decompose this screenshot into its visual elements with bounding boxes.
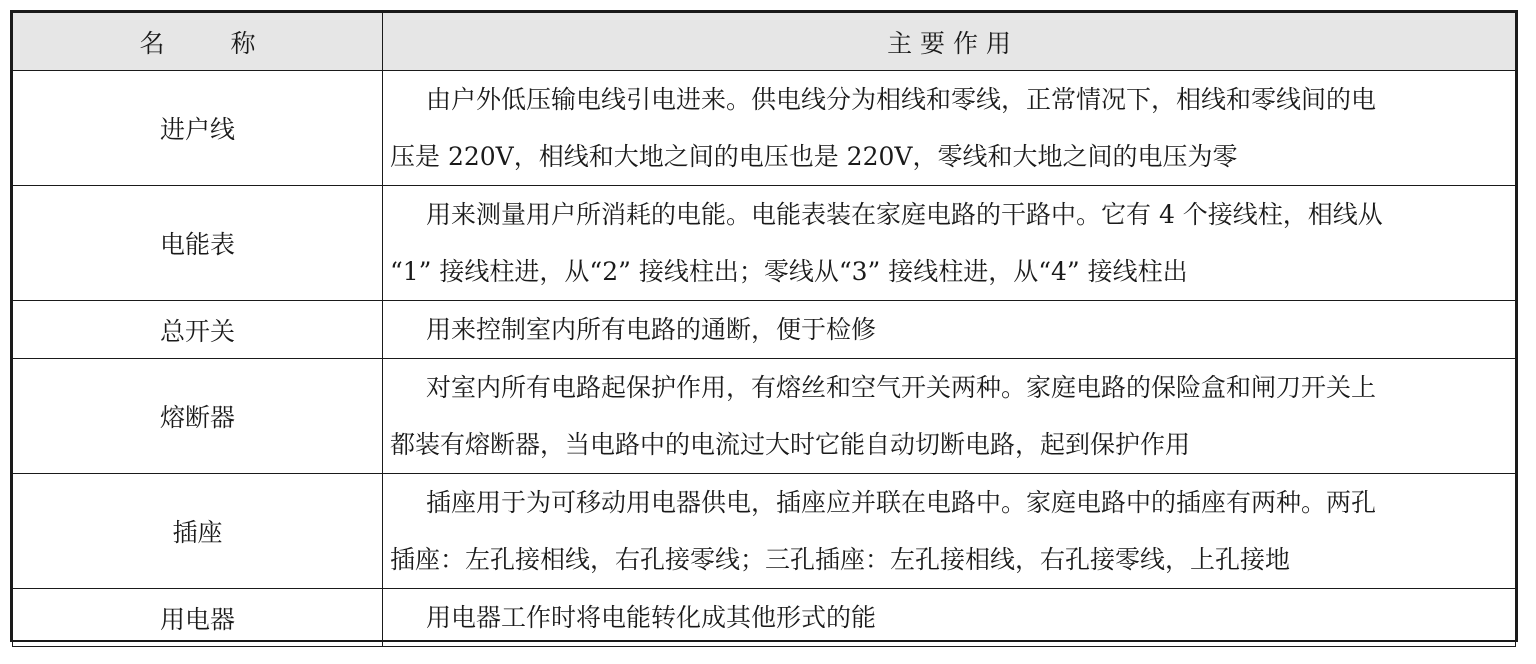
desc-line: 插座用于为可移动用电器供电，插座应并联在电路中。家庭电路中的插座有两种。两孔: [426, 488, 1377, 517]
row-desc-cell: [383, 589, 1516, 647]
row-desc-cell: [383, 186, 1516, 301]
component-table-frame: [10, 10, 1518, 642]
table-header-row: [13, 13, 1516, 71]
desc-line: 用电器工作时将电能转化成其他形式的能: [426, 603, 877, 632]
header-name-part2: 称: [230, 28, 256, 58]
desc-line: 由户外低压输电线引电进来。供电线分为相线和零线，正常情况下，相线和零线间的电: [426, 85, 1377, 114]
desc-line: 用来控制室内所有电路的通断，便于检修: [426, 315, 877, 344]
household-circuit-table: [12, 12, 1516, 647]
header-name-part1: 名: [139, 28, 165, 58]
row-name-cell: 熔断器: [13, 359, 383, 474]
row-name-cell: 总开关: [13, 301, 383, 359]
desc-line: 都装有熔断器，当电路中的电流过大时它能自动切断电路，起到保护作用: [390, 430, 1191, 459]
header-name-cell: [13, 13, 383, 71]
row-name-cell: 进户线: [13, 71, 383, 186]
row-desc-cell: [383, 301, 1516, 359]
desc-line: 用来测量用户所消耗的电能。电能表装在家庭电路的干路中。它有 4 个接线柱，相线从: [426, 200, 1383, 229]
row-desc-cell: [383, 474, 1516, 589]
row-name-cell: 用电器: [13, 589, 383, 647]
desc-line: 压是 220V，相线和大地之间的电压也是 220V，零线和大地之间的电压为零: [390, 142, 1238, 171]
desc-line: “1” 接线柱进，从“2” 接线柱出；零线从“3” 接线柱进，从“4” 接线柱出: [390, 257, 1188, 286]
row-name-cell: 插座: [13, 474, 383, 589]
table-row: [13, 474, 1516, 589]
table-row: [13, 71, 1516, 186]
desc-line: 插座：左孔接相线，右孔接零线；三孔插座：左孔接相线，右孔接零线，上孔接地: [390, 545, 1291, 574]
row-desc-cell: [383, 359, 1516, 474]
row-desc-cell: [383, 71, 1516, 186]
row-name-cell: 电能表: [13, 186, 383, 301]
table-row: [13, 359, 1516, 474]
table-row: [13, 589, 1516, 647]
header-desc-cell: 主 要 作 用: [383, 13, 1516, 71]
table-row: [13, 301, 1516, 359]
desc-line: 对室内所有电路起保护作用，有熔丝和空气开关两种。家庭电路的保险盒和闸刀开关上: [426, 373, 1377, 402]
table-row: [13, 186, 1516, 301]
